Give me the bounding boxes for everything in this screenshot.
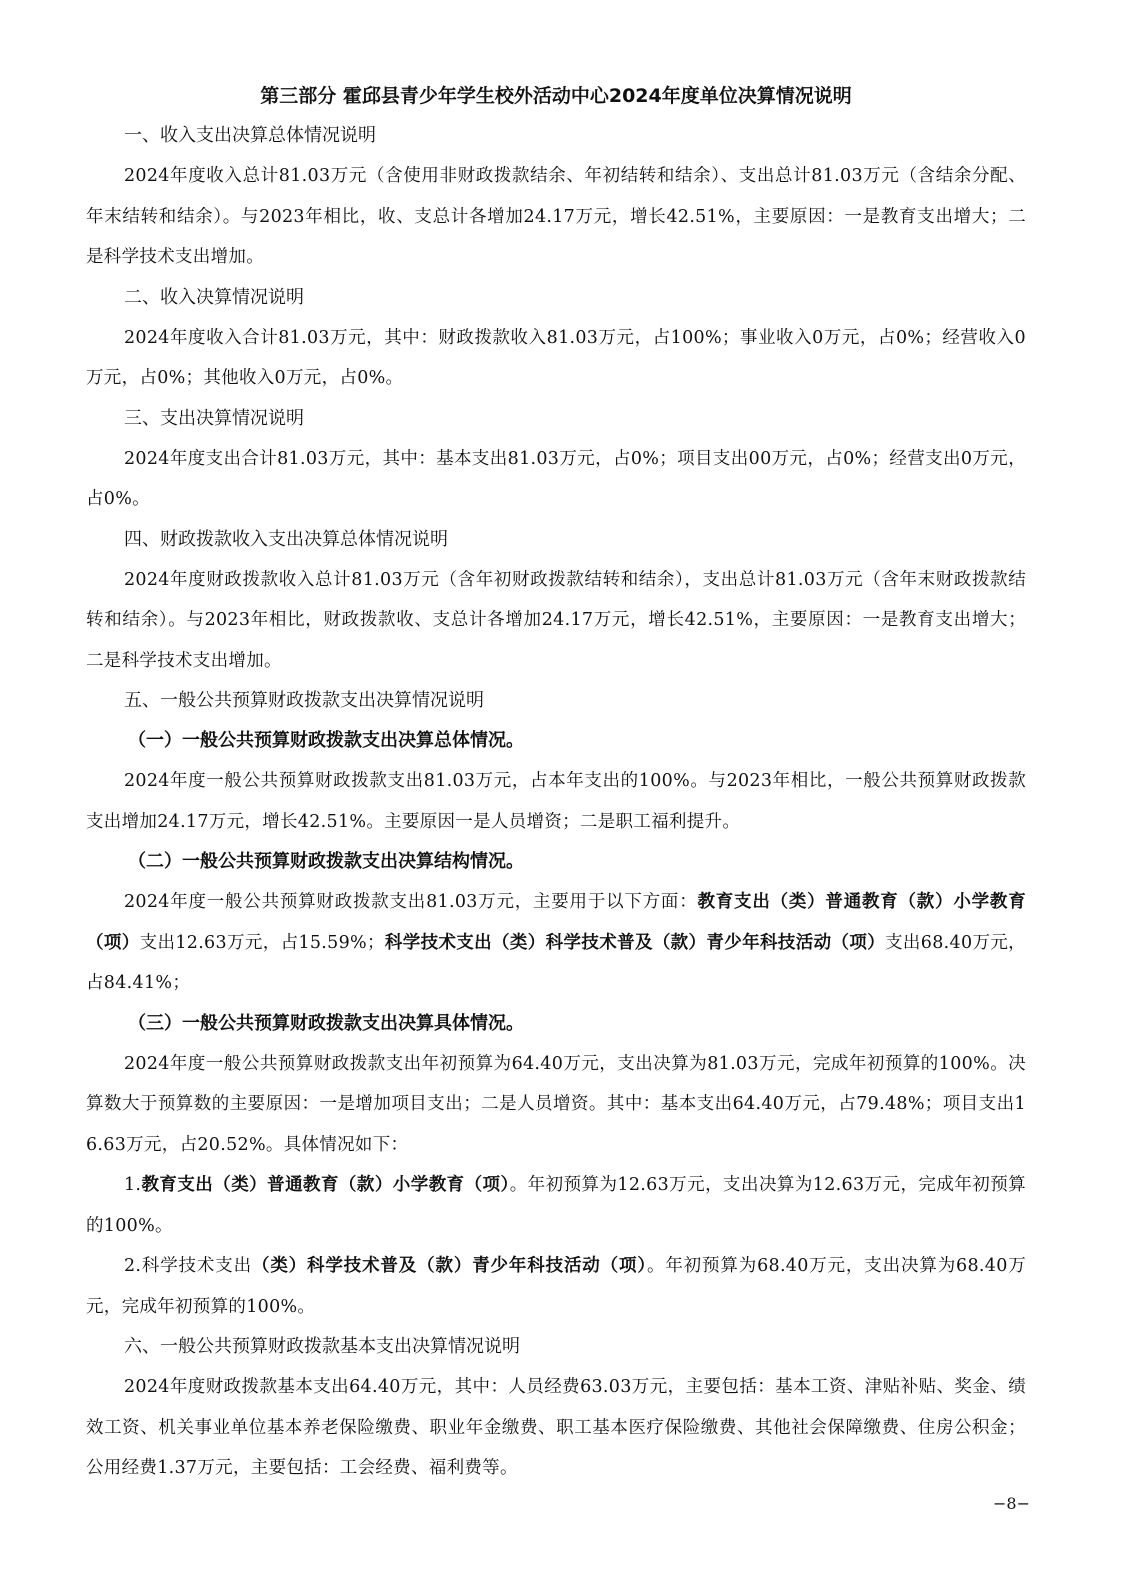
structure-intro-text: 2024年度一般公共预算财政拨款支出81.03万元，主要用于以下方面： — [124, 892, 698, 912]
detail-item-1-text: 。年初预算为12.63万元，支出决算为12.63万元，完成年初预算的100%。 — [86, 1175, 1026, 1236]
subsection-paragraph-5-1: 2024年度一般公共预算财政拨款支出81.03万元，占本年支出的100%。与2023年相比，一般公共预算财政拨款支出增加24.17万元，增长42.51%。主要原因一是人员增资；二是职工福利提升。 — [86, 771, 1026, 832]
subsection-heading-5-2: （二）一般公共预算财政拨款支出决算结构情况。 — [128, 851, 524, 872]
subsection-paragraph-5-3: 2024年度一般公共预算财政拨款支出年初预算为64.40万元，支出决算为81.03万元，完成年初预算的100%。决算数大于预算数的主要原因：一是增加项目支出；二是人员增资。其中：基本支出64.40万元，占79.48%；项目支出16.63万元，占20.52%。具体情况如下： — [86, 1053, 1026, 1155]
section-paragraph-1: 2024年度收入总计81.03万元（含使用非财政拨款结余、年初结转和结余）、支出总计81.03万元（含结余分配、年末结转和结余）。与2023年相比，收、支总计各增加24.17万元，增长42.51%，主要原因：一是教育支出增大；二是科学技术支出增加。 — [86, 166, 1026, 267]
structure-category-science: 科学技术支出（类）科学技术普及（款）青少年科技活动（项） — [384, 932, 886, 953]
subsection-paragraph-5-2 — [86, 882, 1026, 1004]
subsection-heading-5-1: （一）一般公共预算财政拨款支出决算总体情况。 — [128, 730, 524, 751]
section-heading-1: 一、收入支出决算总体情况说明 — [124, 125, 376, 146]
document-body — [86, 76, 1026, 1489]
section-paragraph-2: 2024年度收入合计81.03万元，其中：财政拨款收入81.03万元，占100%；事业收入0万元，占0%；经营收入0万元，占0%；其他收入0万元，占0%。 — [86, 327, 1026, 388]
detail-item-2 — [86, 1246, 1026, 1327]
section-heading-6: 六、一般公共预算财政拨款基本支出决算情况说明 — [124, 1336, 520, 1357]
structure-amount-education: 支出12.63万元，占15.59%； — [139, 932, 385, 953]
section-heading-3: 三、支出决算情况说明 — [124, 407, 304, 429]
section-heading-4: 四、财政拨款收入支出决算总体情况说明 — [124, 528, 448, 550]
section-paragraph-3: 2024年度支出合计81.03万元，其中：基本支出81.03万元，占0%；项目支出00万元，占0%；经营支出0万元，占0%。 — [86, 448, 1026, 509]
detail-item-2-prefix: 2.科学技术支出 — [124, 1256, 252, 1276]
page-title: 第三部分 霍邱县青少年学生校外活动中心2024年度单位决算情况说明 — [260, 85, 852, 107]
section-heading-5: 五、一般公共预算财政拨款支出决算情况说明 — [124, 690, 484, 711]
detail-item-1-category: 教育支出（类）普通教育（款）小学教育（项） — [141, 1175, 510, 1195]
page-number: −8− — [993, 1494, 1030, 1513]
detail-item-1-prefix: 1. — [124, 1175, 142, 1195]
section-heading-2: 二、收入决算情况说明 — [124, 286, 304, 308]
detail-item-1 — [86, 1165, 1026, 1246]
section-paragraph-6: 2024年度财政拨款基本支出64.40万元，其中：人员经费63.03万元，主要包括：基本工资、津贴补贴、奖金、绩效工资、机关事业单位基本养老保险缴费、职业年金缴费、职工基本医疗保险缴费、其他社会保障缴费、住房公积金；公用经费1.37万元，主要包括：工会经费、福利费等。 — [86, 1377, 1026, 1478]
structure-category-education: 教育支出（类）普通教育（款）小学教育（项） — [86, 892, 1026, 953]
detail-item-2-text: 。年初预算为68.40万元，支出决算为68.40万元，完成年初预算的100%。 — [86, 1256, 1026, 1317]
detail-item-2-category: （类）科学技术普及（款）青少年科技活动（项） — [251, 1256, 647, 1276]
structure-amount-science: 支出68.40万元，占84.41%； — [86, 932, 1026, 993]
section-paragraph-4: 2024年度财政拨款收入总计81.03万元（含年初财政拨款结转和结余），支出总计81.03万元（含年末财政拨款结转和结余）。与2023年相比，财政拨款收、支总计各增加24.17万元，增长42.51%，主要原因：一是教育支出增大；二是科学技术支出增加。 — [86, 569, 1026, 671]
subsection-heading-5-3: （三）一般公共预算财政拨款支出决算具体情况。 — [128, 1012, 524, 1034]
